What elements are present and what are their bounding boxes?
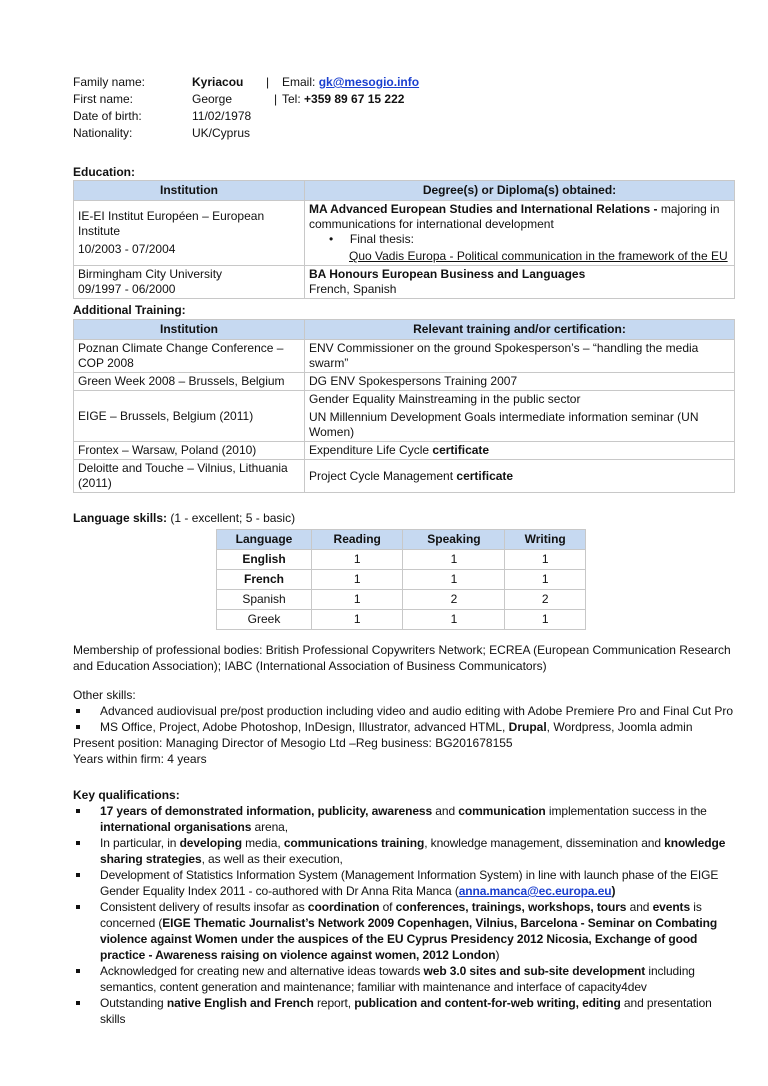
email-label: Email:	[282, 75, 319, 89]
certification-2: UN Millennium Development Goals intermediate information seminar (UN Women)	[309, 410, 699, 439]
institution: Frontex – Warsaw, Poland (2010)	[74, 442, 305, 460]
col-header: Relevant training and/or certification:	[305, 320, 735, 340]
text-segment: Expenditure Life Cycle	[309, 443, 433, 457]
text-segment: Development of Statistics Information System (Management Information System) in line with launch phase of the EIGE Gender Equality Index 2011 - co-authored with Dr Anna Rita Manca (	[100, 868, 719, 898]
personal-info	[73, 74, 419, 141]
nationality-value: UK/Cyprus	[192, 126, 251, 140]
text-segment: DG ENV Spokespersons Training 2007	[309, 374, 518, 388]
table-row	[74, 266, 735, 299]
list-item	[73, 899, 738, 963]
text-segment: Consistent delivery of results insofar as	[100, 900, 308, 914]
language-score: 1	[403, 610, 505, 630]
first-name-label: First name:	[73, 92, 134, 106]
text-segment: of	[379, 900, 396, 914]
language-score: 1	[312, 570, 403, 590]
family-name-value: Kyriacou	[192, 75, 244, 89]
dob-label: Date of birth:	[73, 109, 142, 123]
separator: |	[274, 92, 278, 106]
key-qualifications	[73, 787, 738, 1027]
text-segment: ENV Commissioner on the ground Spokesperson’s – “handling the media swarm”	[309, 341, 699, 370]
text-segment: certificate	[432, 443, 490, 457]
separator: |	[266, 75, 270, 89]
text-segment: Gender Equality Mainstreaming in the public sector	[309, 392, 581, 406]
list-item	[73, 719, 738, 735]
text-segment: conferences, trainings, workshops, tours	[395, 900, 627, 914]
dob-value: 11/02/1978	[192, 109, 252, 123]
text-segment: developing	[179, 836, 242, 850]
training-heading: Additional Training:	[73, 303, 186, 317]
col-header: Degree(s) or Diploma(s) obtained:	[305, 181, 735, 201]
certification	[305, 391, 735, 442]
text-segment: coordination	[307, 900, 380, 914]
training-table	[73, 319, 735, 493]
text-segment: implementation success in the	[545, 804, 707, 818]
text-segment: MA Advanced European Studies and International Relations -	[309, 202, 661, 216]
col-header: Writing	[505, 530, 586, 550]
list-item	[73, 803, 738, 835]
certification	[305, 442, 735, 460]
list-item	[73, 867, 738, 899]
email-link[interactable]: gk@mesogio.info	[318, 75, 420, 89]
text-segment: events	[652, 900, 691, 914]
thesis-title: Quo Vadis Europa - Political communication in the framework of the EU	[349, 249, 728, 263]
text-segment: knowledge sharing strategies	[100, 836, 726, 866]
text-segment: EIGE Thematic Journalist’s Network 2009 Copenhagen, Vilnius, Barcelona - Seminar on Combating violence against Women under the auspices of the EU Cyprus Presidency 2012 Nicosia, Exchange of good practice - Awareness raising on violence against women, 2012 London	[100, 916, 718, 962]
family-name-label: Family name:	[73, 75, 146, 89]
text-segment: native English and French	[166, 996, 314, 1010]
text-segment: including semantics, content generation and maintenance; familiar with maintenance and interface of capacity4dev	[100, 964, 695, 994]
table-row	[74, 340, 735, 373]
text-segment: 17 years of demonstrated information, publicity, awareness	[100, 804, 433, 818]
table-row	[74, 391, 735, 442]
language-row	[217, 550, 586, 570]
language-heading	[73, 510, 295, 526]
table-row	[74, 460, 735, 493]
certification	[305, 373, 735, 391]
text-segment: and presentation skills	[100, 996, 712, 1026]
text-segment: web 3.0 sites and sub-site development	[423, 964, 646, 978]
institution: Deloitte and Touche – Vilnius, Lithuania (2011)	[74, 460, 305, 493]
degree	[309, 202, 730, 232]
language-heading-label: Language skills:	[73, 511, 168, 525]
other-skills-list	[73, 703, 738, 735]
tel-label: Tel:	[282, 92, 305, 106]
institution: Birmingham City University	[78, 267, 223, 281]
first-name-value: George	[192, 92, 233, 106]
col-header: Institution	[74, 181, 305, 201]
text-segment: )	[611, 884, 616, 898]
list-item	[73, 963, 738, 995]
text-segment: , knowledge management, dissemination and	[424, 836, 665, 850]
dates: 09/1997 - 06/2000	[78, 282, 176, 296]
text-segment: international organisations	[100, 820, 252, 834]
institution: Green Week 2008 – Brussels, Belgium	[74, 373, 305, 391]
key-qualifications-heading: Key qualifications:	[73, 788, 180, 802]
other-skills	[73, 687, 738, 767]
text-segment: )	[495, 948, 500, 962]
language-name: French	[217, 570, 312, 590]
thesis-label: Final thesis:	[349, 232, 414, 246]
qualifications-list	[73, 803, 738, 1027]
text-segment: arena,	[251, 820, 288, 834]
table-row	[74, 373, 735, 391]
language-score: 2	[505, 590, 586, 610]
text-segment: is concerned (	[100, 900, 702, 930]
text-segment: and	[626, 900, 653, 914]
language-score: 2	[403, 590, 505, 610]
language-score: 1	[312, 610, 403, 630]
language-score: 1	[505, 570, 586, 590]
language-name: Greek	[217, 610, 312, 630]
institution: IE-EI Institut Européen – European Institute	[78, 209, 265, 238]
other-skills-heading: Other skills:	[73, 688, 136, 702]
table-row	[74, 201, 735, 266]
text-segment: publication and content-for-web writing, editing	[354, 996, 621, 1010]
language-row	[217, 590, 586, 610]
text-segment: Outstanding	[100, 996, 167, 1010]
language-scale: (1 - excellent; 5 - basic)	[167, 511, 296, 525]
years-within-firm: Years within firm: 4 years	[73, 752, 207, 766]
bullet-icon: •	[329, 232, 334, 246]
list-item	[73, 995, 738, 1027]
language-score: 1	[505, 610, 586, 630]
language-score: 1	[403, 570, 505, 590]
email-link[interactable]: anna.manca@ec.europa.eu	[458, 884, 612, 898]
institution: EIGE – Brussels, Belgium (2011)	[74, 391, 305, 442]
text-segment: , as well as their execution,	[201, 852, 343, 866]
text-segment: majoring in communications for international development	[309, 202, 720, 231]
degree	[309, 267, 730, 282]
language-table	[216, 529, 586, 630]
education-table	[73, 180, 735, 299]
text-segment: Drupal	[508, 720, 547, 734]
language-row	[217, 610, 586, 630]
language-name: English	[217, 550, 312, 570]
language-score: 1	[403, 550, 505, 570]
text-segment: communication	[458, 804, 546, 818]
text-segment: Project Cycle Management	[309, 468, 457, 483]
institution: Poznan Climate Change Conference – COP 2008	[74, 340, 305, 373]
degree-detail: French, Spanish	[309, 282, 397, 296]
text-segment: , Wordpress, Joomla admin	[546, 720, 693, 734]
language-score: 1	[312, 550, 403, 570]
text-segment: Acknowledged for creating new and alternative ideas towards	[100, 964, 424, 978]
certification	[305, 460, 735, 493]
text-segment: BA Honours European Business and Languages	[309, 267, 586, 281]
list-item	[73, 703, 738, 719]
language-row	[217, 570, 586, 590]
col-header: Language	[217, 530, 312, 550]
dates: 10/2003 - 07/2004	[78, 242, 176, 256]
text-segment: Advanced audiovisual pre/post production including video and audio editing with Adobe Premiere Pro and Final Cut Pro	[100, 704, 734, 718]
text-segment: and	[432, 804, 459, 818]
text-segment: communications training	[283, 836, 425, 850]
text-segment: MS Office, Project, Adobe Photoshop, InDesign, Illustrator, advanced HTML,	[100, 720, 509, 734]
language-score: 1	[505, 550, 586, 570]
membership: Membership of professional bodies: British Professional Copywriters Network; ECREA (European Communication Research and Education Association); IABC (International Association of Business Communicators)	[73, 643, 731, 673]
education-heading: Education:	[73, 165, 135, 179]
language-name: Spanish	[217, 590, 312, 610]
present-position: Present position: Managing Director of Mesogio Ltd –Reg business: BG201678155	[73, 736, 513, 750]
list-item	[73, 835, 738, 867]
certification	[305, 340, 735, 373]
text-segment: certificate	[456, 468, 514, 483]
col-header: Speaking	[403, 530, 505, 550]
col-header: Institution	[74, 320, 305, 340]
table-row	[74, 442, 735, 460]
language-score: 1	[312, 590, 403, 610]
col-header: Reading	[312, 530, 403, 550]
tel-value: +359 89 67 15 222	[304, 92, 405, 106]
nationality-label: Nationality:	[73, 126, 133, 140]
text-segment: In particular, in	[100, 836, 180, 850]
text-segment: report,	[313, 996, 355, 1010]
text-segment: media,	[241, 836, 284, 850]
